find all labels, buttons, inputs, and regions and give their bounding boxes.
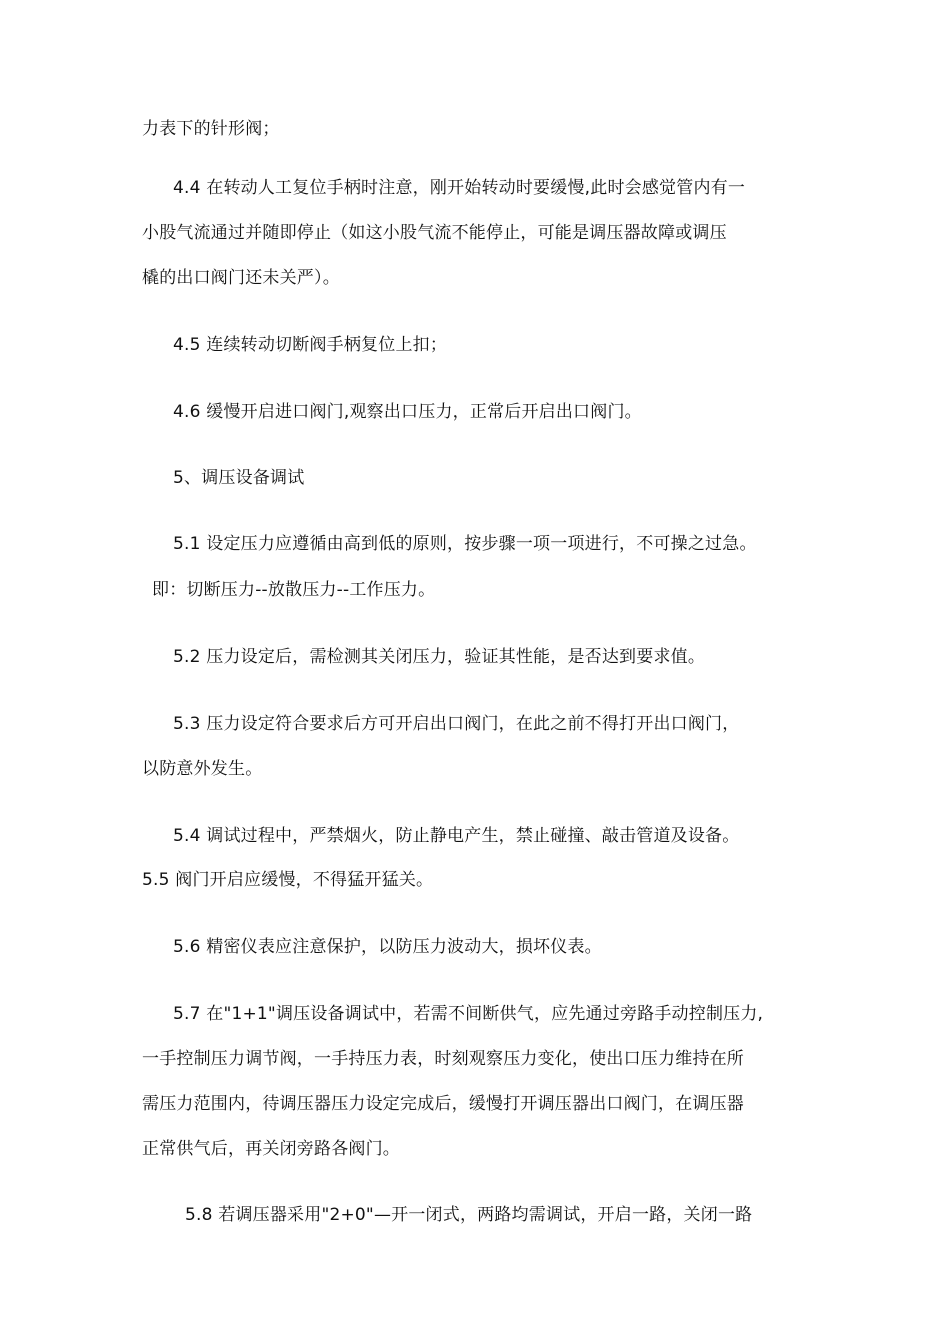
text-line: 5.3 压力设定符合要求后方可开启出口阀门，在此之前不得打开出口阀门，	[173, 714, 740, 734]
text-line: 即：切断压力--放散压力--工作压力。	[152, 580, 436, 600]
section-heading: 5、调压设备调试	[173, 468, 305, 488]
text-line: 橇的出口阀门还未关严）。	[142, 268, 340, 288]
text-line: 一手控制压力调节阀，一手持压力表，时刻观察压力变化，使出口压力维持在所	[142, 1049, 744, 1069]
text-line: 5.1 设定压力应遵循由高到低的原则，按步骤一项一项进行，不可操之过急。	[173, 534, 757, 554]
text-line: 以防意外发生。	[142, 759, 263, 779]
text-line: 5.5 阀门开启应缓慢，不得猛开猛关。	[142, 870, 434, 890]
text-line: 4.5 连续转动切断阀手柄复位上扣；	[173, 335, 448, 355]
text-line: 5.8 若调压器采用"2+0"—开一闭式，两路均需调试，开启一路，关闭一路	[185, 1205, 753, 1225]
text-line: 4.4 在转动人工复位手柄时注意，刚开始转动时要缓慢,此时会感觉管内有一	[173, 178, 746, 198]
text-line: 小股气流通过并随即停止（如这小股气流不能停止，可能是调压器故障或调压	[142, 223, 727, 243]
text-line: 正常供气后，再关闭旁路各阀门。	[142, 1139, 400, 1159]
text-line: 5.6 精密仪表应注意保护，以防压力波动大，损坏仪表。	[173, 937, 602, 957]
text-line: 5.4 调试过程中，严禁烟火，防止静电产生，禁止碰撞、敲击管道及设备。	[173, 826, 740, 846]
text-line: 5.2 压力设定后，需检测其关闭压力，验证其性能，是否达到要求值。	[173, 647, 706, 667]
text-line: 需压力范围内，待调压器压力设定完成后，缓慢打开调压器出口阀门，在调压器	[142, 1094, 744, 1114]
text-line: 5.7 在"1+1"调压设备调试中，若需不间断供气，应先通过旁路手动控制压力,	[173, 1004, 764, 1024]
text-line: 4.6 缓慢开启进口阀门,观察出口压力，正常后开启出口阀门。	[173, 402, 642, 422]
text-line: 力表下的针形阀；	[142, 119, 280, 139]
